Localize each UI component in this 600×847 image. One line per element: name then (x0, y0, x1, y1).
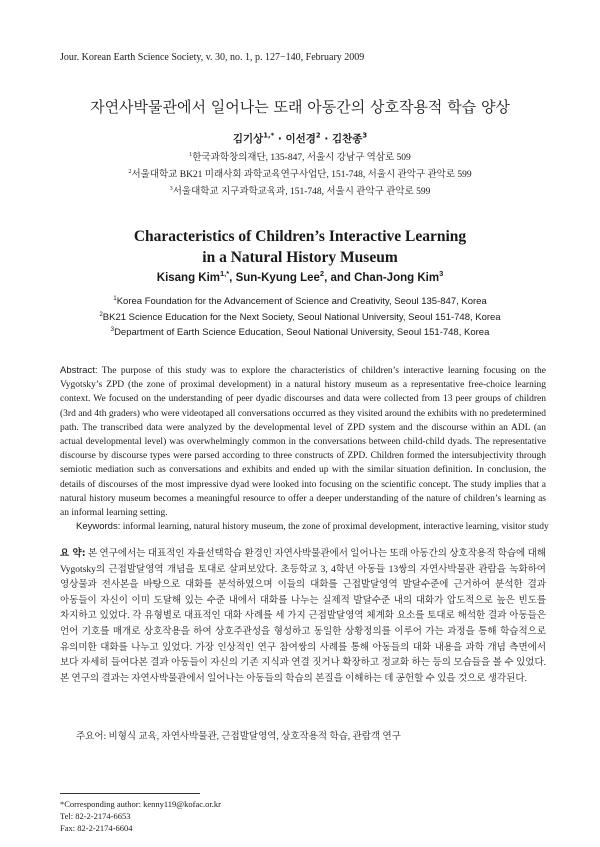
english-affiliation-3 (0, 325, 600, 341)
author-separator: , and (324, 272, 355, 284)
affiliation-marker: 1 (189, 151, 193, 158)
affiliation-marker: 2 (128, 168, 132, 175)
english-title-line-2: in a Natural History Museum (202, 249, 398, 266)
keywords (76, 521, 556, 532)
english-author-3: Chan-Jong Kim (354, 272, 440, 284)
korean-title: 자연사박물관에서 일어나는 또래 아동간의 상호작용적 학습 양상 (90, 98, 510, 116)
korean-author-1-affiliation-marker: 1,* (263, 131, 275, 140)
korean-summary-text: 본 연구에서는 대표적인 자율선택학습 환경인 자연사박물관에서 일어나는 또래 아동간의 상호작용적 학습에 대해 Vygotsky의 근접발달영역 개념을 토대로 살펴보았다. 초등학교 3, 4학년 아동들 13쌍의 자연사박물관 관람을 녹화하여 영상물과 전사본을 바탕으로 대화를 분석하였으며 이들의 대화를 근접발달영역 발달수준에 근거하여 분석한 결과 아동들이 자신이 이미 도달해 있는 수준 내에서 대화를 나누는 실제적 발달수준 내의 대화가 압도적으로 높은 빈도를 차지하고 있었다. 각 유형별로 대표적인 대화 사례를 세 가지 근접발달영역 체계화 요소를 토대로 해석한 결과 아동들은 언어 기호를 매개로 상호작용을 하여 상호주관성을 형성하고 동일한 상황정의를 이루어 가는 과정을 통해 학습적으로 유의미한 대화를 나누고 있었다. 가장 인상적인 연구 참여쌍의 사례를 통해 아동들의 대화 내용을 과학 개념 측면에서 보다 자세히 들여다본 결과 아동들이 자신의 기존 지식과 연결 짓거나 확장하고 정교화 하는 등의 모습들을 볼 수 있었다. 본 연구의 결과는 자연사박물관에서 일어나는 아동들의 학습의 본질을 이해하는 데 공헌할 수 있을 것으로 생각된다. (60, 549, 546, 684)
journal-citation: Jour. Korean Earth Science Society, v. 30, no. 1, p. 127−140, February 2009 (60, 52, 365, 63)
english-author-2: Sun-Kyung Lee (235, 272, 320, 284)
fax: Fax: 82-2-2174-6604 (60, 823, 133, 833)
footnote (60, 798, 221, 834)
author-separator: , (229, 272, 236, 284)
english-author-1-affiliation-marker: 1,* (220, 269, 230, 279)
abstract-label: Abstract: (60, 365, 98, 376)
english-author-2-affiliation-marker: 2 (319, 269, 325, 279)
keywords-label: Keywords: (76, 521, 121, 532)
korean-author-2-affiliation-marker: 2 (315, 131, 321, 140)
korean-affiliation-1 (0, 150, 600, 167)
affiliation-text: 서울대학교 지구과학교육과, 151-748, 서울시 관악구 관악로 599 (172, 187, 431, 197)
english-title (0, 226, 600, 268)
korean-authors (0, 131, 600, 146)
affiliation-text: 한국과학창의재단, 135-847, 서울시 강남구 역삼로 509 (192, 153, 411, 163)
abstract (60, 364, 546, 520)
affiliation-marker: 1 (113, 294, 117, 302)
korean-author-2: 이선경 (285, 133, 316, 145)
english-affiliation-1 (0, 294, 600, 310)
korean-summary-label: 요 약: (60, 548, 86, 559)
author-separator: · (274, 133, 286, 145)
affiliation-marker: 3 (110, 325, 115, 333)
corresponding-author: *Corresponding author: kenny119@kofac.or.kr (60, 799, 221, 809)
footnote-divider (60, 793, 200, 794)
korean-author-1: 김기상 (232, 133, 264, 145)
telephone: Tel: 82-2-2174-6653 (60, 811, 131, 821)
abstract-text: The purpose of this study was to explore the characteristics of children’s interactive learning focusing on the Vygotsky’s ZPD (the zone of proximal development) in a natural history museum as a representative free-choice learning context. We focused on the understanding of peer dyadic discourses and data were collected from 13 peer groups of children (3rd and 4th graders) who were videotaped all conversations occurred as they visited around the exhibits with no predetermined path. The transcribed data were analyzed by the developmental level of ZPD system and the discourse within an ADL (an actual developmental level) was overwhelmingly common in the conversations between child-child dyads. The representative discourse by discourse types were parsed according to three constructs of ZPD. Children formed the intersubjectivity through semiotic mediation such as conversations and exhibits and ended up with the similar situation definition. In conclusion, the details of discourses of the most impressive dyad were looked into focusing on the scientific concept. The study implies that a natural history museum becomes a meaningful resource to offer a deeper understanding of the nature of children’s learning as an informal learning setting. (60, 366, 546, 519)
korean-author-3: 김찬종 (331, 133, 363, 145)
english-author-3-affiliation-marker: 3 (439, 269, 444, 279)
keywords-text: informal learning, natural history museum, the zone of proximal development, interactive learning, visitor study (122, 522, 549, 532)
english-author-1: Kisang Kim (156, 272, 221, 284)
affiliation-text: Korea Foundation for the Advancement of Science and Creativity, Seoul 135-847, Korea (116, 296, 487, 307)
affiliation-text: BK21 Science Education for the Next Society, Seoul National University, Seoul 151-748, Korea (102, 311, 501, 323)
korean-affiliation-2 (0, 167, 600, 184)
korean-keywords-label: 주요어: (76, 732, 107, 742)
korean-keywords-text: 비형식 교육, 자연사박물관, 근접발달영역, 상호작용적 학습, 관람객 연구 (108, 732, 401, 742)
affiliation-text: Department of Earth Science Education, Seoul National University, Seoul 151-748, Korea (114, 327, 490, 338)
english-authors (0, 269, 600, 284)
korean-summary (60, 546, 546, 687)
korean-author-3-affiliation-marker: 3 (362, 131, 368, 140)
korean-affiliations (0, 150, 600, 201)
affiliation-text: 서울대학교 BK21 미래사회 과학교육연구사업단, 151-748, 서울시 관악구 관악로 599 (131, 170, 472, 180)
english-affiliations (0, 294, 600, 341)
affiliation-marker: 3 (169, 185, 173, 192)
author-separator: · (320, 133, 332, 145)
english-title-line-1: Characteristics of Children’s Interactive Learning (133, 228, 467, 245)
affiliation-marker: 2 (99, 310, 103, 318)
korean-affiliation-3 (0, 184, 600, 201)
korean-keywords (76, 728, 556, 742)
english-affiliation-2 (0, 310, 600, 326)
